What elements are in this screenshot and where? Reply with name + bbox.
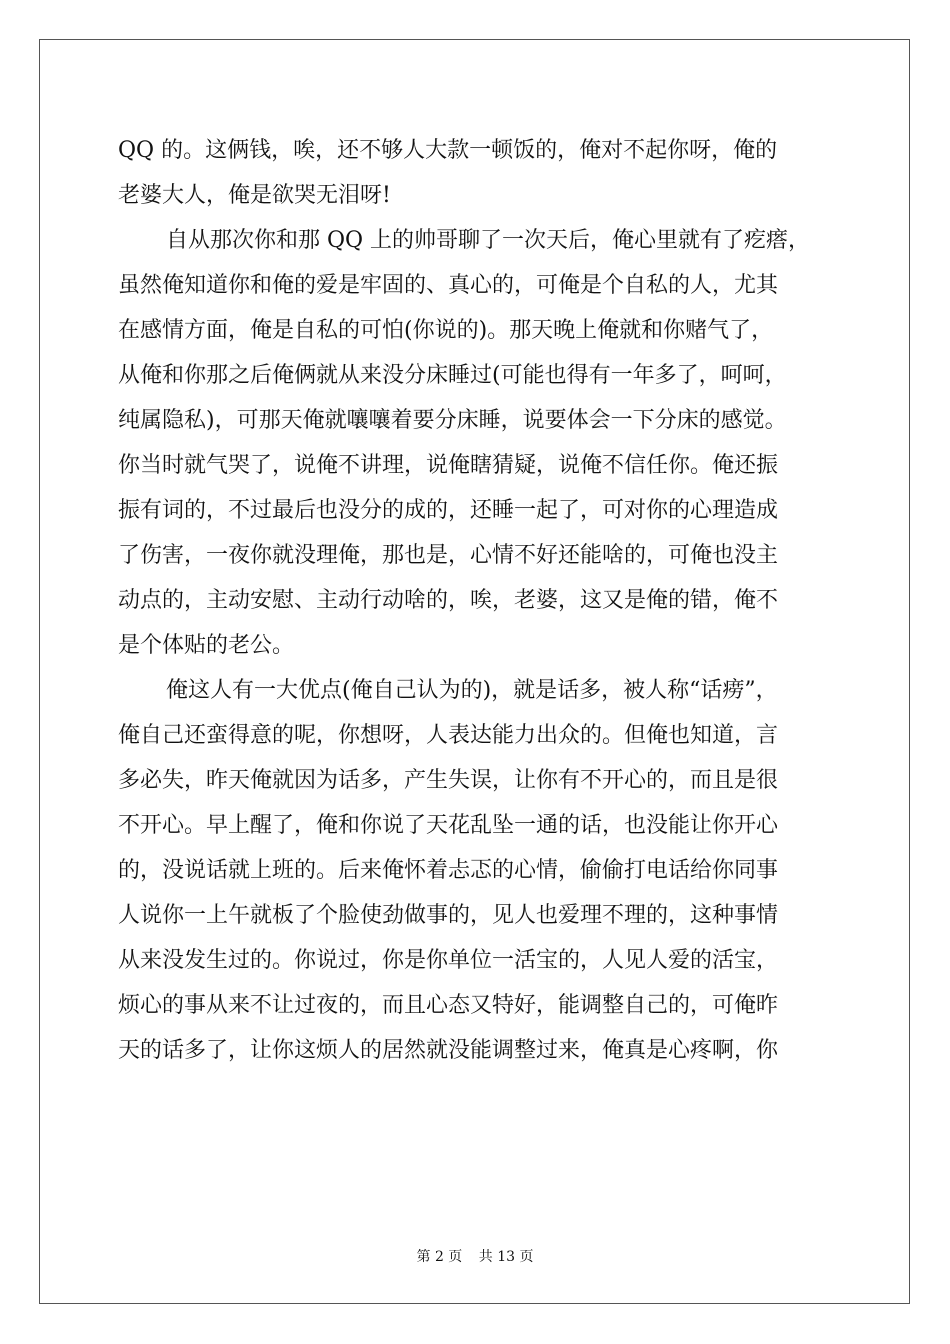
text-line: 从来没发生过的。你说过，你是你单位一活宝的，人见人爱的活宝， [118,948,779,973]
text-line: 多必失，昨天俺就因为话多，产生失误，让你有不开心的，而且是很 [118,768,779,793]
paragraph-2 [118,218,848,668]
text-line: 你当时就气哭了，说俺不讲理，说俺瞎猜疑，说俺不信任你。俺还振 [118,453,779,478]
text-line: 的，没说话就上班的。后来俺怀着忐忑的心情，偷偷打电话给你同事 [118,858,779,883]
text-line: 人说你一上午就板了个脸使劲做事的，见人也爱理不理的，这种事情 [118,903,779,928]
text-line: 不开心。早上醒了，俺和你说了天花乱坠一通的话，也没能让你开心 [118,813,779,838]
text-line: 烦心的事从来不让过夜的，而且心态又特好，能调整自己的，可俺昨 [118,993,779,1018]
text-line: 老婆大人，俺是欲哭无泪呀! [118,183,391,208]
text-line: 天的话多了，让你这烦人的居然就没能调整过来，俺真是心疼啊，你 [118,1038,779,1063]
paragraph-1 [118,128,848,218]
text-line: 俺自己还蛮得意的呢，你想呀，人表达能力出众的。但俺也知道，言 [118,723,779,748]
page-footer [0,1246,950,1266]
text-line: 从俺和你那之后俺俩就从来没分床睡过(可能也得有一年多了，呵呵， [118,363,787,388]
text-line: 纯属隐私)，可那天俺就嚷嚷着要分床睡，说要体会一下分床的感觉。 [118,408,787,433]
paragraph-3 [118,668,848,1073]
text-line: 了伤害，一夜你就没理俺，那也是，心情不好还能啥的，可俺也没主 [118,543,779,568]
text-line: QQ 的。这俩钱，唉，还不够人大款一顿饭的，俺对不起你呀，俺的 [118,138,778,163]
page-total: 共 13 页 [478,1249,534,1265]
text-line: 自从那次你和那 QQ 上的帅哥聊了一次天后，俺心里就有了疙瘩， [166,228,811,253]
document-body [118,128,848,1073]
text-line: 是个体贴的老公。 [118,633,295,658]
text-line: 在感情方面，俺是自私的可怕(你说的)。那天晚上俺就和你赌气了， [118,318,774,343]
text-line: 振有词的，不过最后也没分的成的，还睡一起了，可对你的心理造成 [118,498,779,523]
page-number: 第 2 页 [416,1249,463,1265]
text-line: 虽然俺知道你和俺的爱是牢固的、真心的，可俺是个自私的人，尤其 [118,273,779,298]
text-line: 俺这人有一大优点(俺自己认为的)，就是话多，被人称“话痨”， [166,678,778,703]
text-line: 动点的，主动安慰、主动行动啥的，唉，老婆，这又是俺的错，俺不 [118,588,779,613]
